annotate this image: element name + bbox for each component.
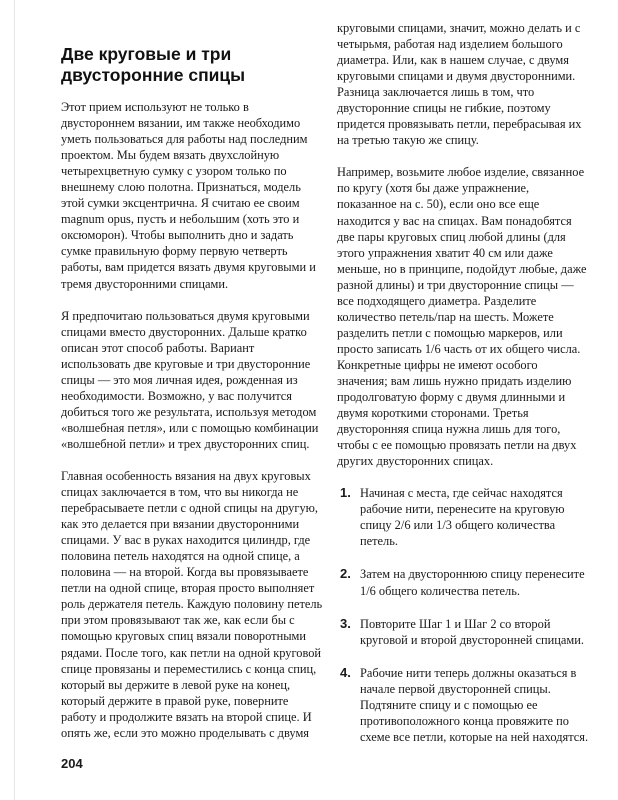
paragraph: Главная особенность вязания на двух круговых спицах заключается в том, что вы никогда не перебрасываете петли с одной спицы на другую, как это делается при вязании двусторонними спицами. У вас в руках находится цилиндр, где половина петель находятся на одной спице, а половина — на второй. Когда вы провязываете петли на одной спице, вторая просто выполняет роль держателя петель. Каждую половину петель при этом провязывают так же, как если бы с помощью круговых спиц вязали поворотными рядами. После того, как петли на одной круговой спице провязаны и переместились с конца спиц, который вы держите в левой руке на конец, который держите в правой руке, поверните работу и продолжите вязать на второй спице. И опять же, если это можно проделывать с двумя xyxy=(61,468,323,740)
step-text: Рабочие нити теперь должны оказаться в начале первой двусторонней спицы. Подтяните спицу и с помощью ее противоположного конца провяжите по схеме все петли, которые на ней находятся. xyxy=(360,665,589,744)
paragraph: Этот прием используют не только в двустороннем вязании, им также необходимо уметь пользоваться для работы над последним проектом. Мы будем вязать двухслойную четырехцветную сумку с узором только по внешнему слою полотна. Признаться, модель этой сумки эксцентрична. Я считаю ее своим magnum opus, пусть и небольшим (хоть это и оксюморон). Чтобы выполнить дно и задать сумке правильную форму первую четверть работы, вам придется вязать двумя круговыми и тремя двусторонними спицами. xyxy=(61,100,316,291)
section-heading: Две круговые и три двусторонние спицы xyxy=(61,44,246,85)
list-item xyxy=(337,616,589,648)
right-column xyxy=(337,20,589,762)
page xyxy=(14,0,611,800)
paragraph: Я предпочитаю пользоваться двумя круговыми спицами вместо двусторонних. Дальше кратко описан этот способ работы. Вариант использовать две круговые и три двусторонние спицы — это моя личная идея, рожденная из необходимости. Возможно, у вас получится добиться того же результата, используя методом «волшебная петля», или с помощью комбинации «волшебной петли» и трех двусторонних спиц. xyxy=(61,308,319,451)
step-number: 3. xyxy=(340,615,351,631)
step-number: 2. xyxy=(340,566,351,582)
page-number: 204 xyxy=(61,756,83,771)
step-number: 4. xyxy=(340,664,351,680)
paragraph: круговыми спицами, значит, можно делать и с четырьмя, работая над изделием большого диаметра. Или, как в нашем случае, с двумя круговыми спицами и двумя двусторонними. Разница заключается лишь в том, что двусторонние спицы не гибкие, поэтому придется провязывать петли, перебрасывая их на третью такую же спицу. xyxy=(337,21,582,148)
step-text: Затем на двустороннюю спицу перенесите 1/6 общего количества петель. xyxy=(360,567,585,598)
left-column xyxy=(61,44,323,757)
list-item xyxy=(337,665,589,745)
steps-list xyxy=(337,485,589,745)
list-item xyxy=(337,485,589,549)
step-number: 1. xyxy=(340,485,351,501)
step-text: Начиная с места, где сейчас находятся рабочие нити, перенесите на круговую спицу 2/6 или 1/3 общего количества петель. xyxy=(360,486,565,549)
paragraph: Например, возьмите любое изделие, связанное по кругу (хотя бы даже упражнение, показанное на с. 50), если оно все еще находится у вас на спицах. Вам понадобятся две пары круговых спиц любой длины (для этого упражнения хватит 40 см или даже меньше, но в принципе, подойдут любые, даже разной длины) и три двусторонние спицы — все подходящего диаметра. Разделите количество петель/пар на шесть. Можете разделить петли с помощью маркеров, или просто записать 1/6 часть от их общего числа. Конкретные цифры не имеют особого значения; вам лишь нужно придать изделию продолговатую форму с двумя длинными и двумя короткими сторонами. Третья двусторонняя спица нужна лишь для того, чтобы с ее помощью провязать петли на двух других двусторонних спицах. xyxy=(337,165,587,469)
list-item xyxy=(337,566,589,598)
step-text: Повторите Шаг 1 и Шаг 2 со второй круговой и второй двусторонней спицами. xyxy=(360,616,584,647)
